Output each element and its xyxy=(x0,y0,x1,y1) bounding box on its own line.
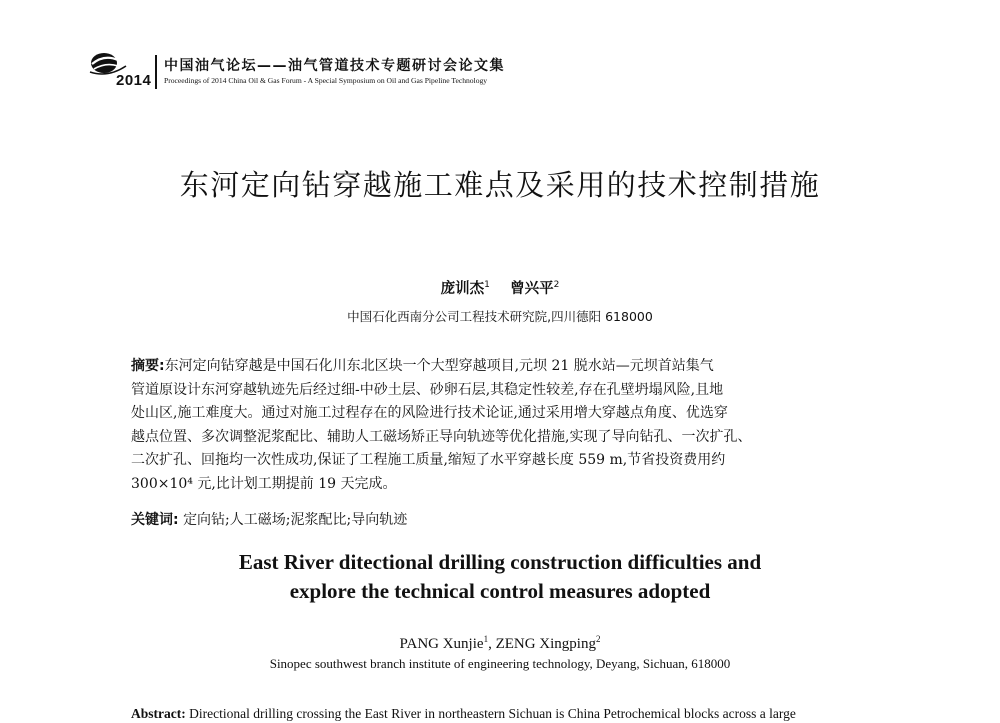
abstract-line xyxy=(131,355,871,379)
author-affil-mark: 1 xyxy=(483,634,489,644)
author-name: 曾兴平 xyxy=(510,281,554,297)
header-year: 2014 xyxy=(116,72,152,89)
author-name: 庞训杰 xyxy=(440,281,485,297)
affiliation-cn: 中国石化西南分公司工程技术研究院,四川德阳 618000 xyxy=(347,309,653,324)
proceedings-header xyxy=(88,50,608,92)
author-name: PANG Xunjie xyxy=(399,636,484,652)
abstract-en-label: Abstract: xyxy=(131,706,186,721)
abstract-line: 处山区,施工难度大。通过对施工过程存在的风险进行技术论证,通过采用增大穿越点角度、优选穿 xyxy=(131,405,728,421)
paper-title-cn: 东河定向钻穿越施工难点及采用的技术控制措施 xyxy=(179,168,821,202)
affiliation-en: Sinopec southwest branch institute of engineering technology, Deyang, Sichuan, 618000 xyxy=(269,656,731,671)
abstract-cn xyxy=(131,355,871,496)
header-divider xyxy=(155,55,157,89)
title-en-line: East River ditectional drilling construction difficulties and xyxy=(238,550,762,574)
abstract-text: 东河定向钻穿越是中国石化川东北区块一个大型穿越项目,元坝 21 脱水站—元坝首站集气 xyxy=(164,358,714,374)
authors-en: PANG Xunjie$^1$, ZENG Xingping$^2$ xyxy=(399,634,601,652)
author-affil-mark: 1 xyxy=(484,280,490,291)
keywords-label: 关键词: xyxy=(131,512,179,528)
paper-title-en xyxy=(0,548,1000,606)
author-affil-mark: 2 xyxy=(595,634,601,644)
abstract-en xyxy=(131,706,796,722)
keywords-text: 定向钻;人工磁场;泥浆配比;导向轨迹 xyxy=(183,512,408,528)
abstract-label: 摘要: xyxy=(131,358,165,374)
author-affil-mark: 2 xyxy=(553,280,560,291)
abstract-en-text: Directional drilling crossing the East River in northeastern Sichuan is China Petrochemical blocks across a large xyxy=(189,706,796,721)
header-subtitle-en: Proceedings of 2014 China Oil & Gas Forum - A Special Symposium on Oil and Gas Pipeline Technology xyxy=(164,76,488,85)
abstract-line: 越点位置、多次调整泥浆配比、辅助人工磁场矫正导向轨迹等优化措施,实现了导向钻孔、一次扩孔、 xyxy=(131,428,752,445)
keywords-cn xyxy=(131,509,407,529)
abstract-line: 300×10⁴ 元,比计划工期提前 19 天完成。 xyxy=(131,475,397,492)
header-title-cn: 中国油气论坛——油气管道技术专题研讨会论文集 xyxy=(164,58,505,74)
abstract-line: 二次扩孔、回拖均一次性成功,保证了工程施工质量,缩短了水平穿越长度 559 m,节省投资费用约 xyxy=(131,452,726,468)
authors-cn xyxy=(0,277,1000,298)
author-name: ZENG Xingping xyxy=(495,636,596,652)
title-en-line: explore the technical control measures adopted xyxy=(289,579,711,603)
abstract-line: 管道原设计东河穿越轨迹先后经过细-中砂土层、砂卵石层,其稳定性较差,存在孔壁坍塌风险,且地 xyxy=(131,381,724,398)
